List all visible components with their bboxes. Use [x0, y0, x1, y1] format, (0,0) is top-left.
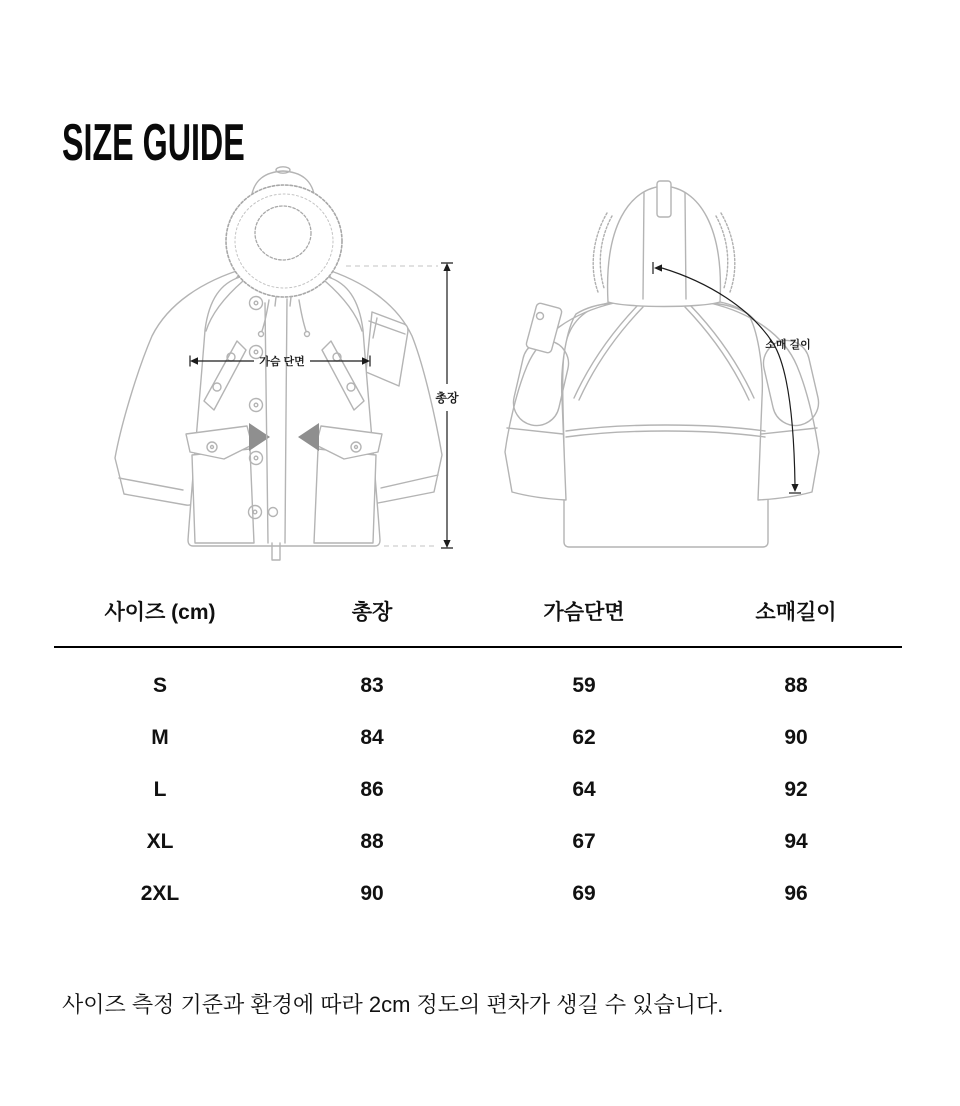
- sleeve-value: 90: [784, 726, 808, 749]
- table-row: [54, 764, 902, 816]
- chest-width-label: 가슴 단면: [259, 356, 305, 368]
- size-label: 2XL: [140, 882, 180, 905]
- length-value: 83: [360, 674, 384, 697]
- size-table: [54, 596, 902, 920]
- col-header-length: 총장: [351, 601, 393, 624]
- sleeve-value: 96: [784, 882, 808, 905]
- size-label: S: [152, 674, 167, 697]
- table-row: [54, 712, 902, 764]
- size-table-body: [54, 660, 902, 920]
- table-row: [54, 660, 902, 712]
- chest-value: 59: [572, 674, 596, 697]
- page-title: SIZE GUIDE: [62, 113, 245, 172]
- chest-value: 64: [572, 778, 596, 801]
- chest-value: 62: [572, 726, 596, 749]
- parka-back-drawing: [505, 181, 823, 547]
- sleeve-value: 94: [784, 830, 808, 853]
- sleeve-value: 88: [784, 674, 808, 697]
- size-diagram: [0, 150, 960, 590]
- sleeve-value: 92: [784, 778, 808, 801]
- chest-value: 67: [572, 830, 596, 853]
- length-value: 90: [360, 882, 384, 905]
- length-value: 88: [360, 830, 384, 853]
- length-value: 86: [360, 778, 384, 801]
- table-row: [54, 816, 902, 868]
- size-table-header: [54, 596, 902, 648]
- total-length-label: 총장: [435, 391, 459, 405]
- length-value: 84: [360, 726, 384, 749]
- table-row: [54, 868, 902, 920]
- size-label: XL: [146, 830, 174, 853]
- col-header-chest: 가슴단면: [543, 601, 625, 624]
- col-header-size: 사이즈 (cm): [104, 601, 216, 624]
- measurement-disclaimer: 사이즈 측정 기준과 환경에 따라 2cm 정도의 편차가 생길 수 있습니다.: [62, 992, 724, 1017]
- sleeve-length-label: 소매 길이: [765, 339, 811, 351]
- col-header-sleeve: 소매길이: [755, 601, 837, 624]
- chest-value: 69: [572, 882, 596, 905]
- size-label: L: [153, 778, 167, 801]
- size-label: M: [151, 726, 169, 749]
